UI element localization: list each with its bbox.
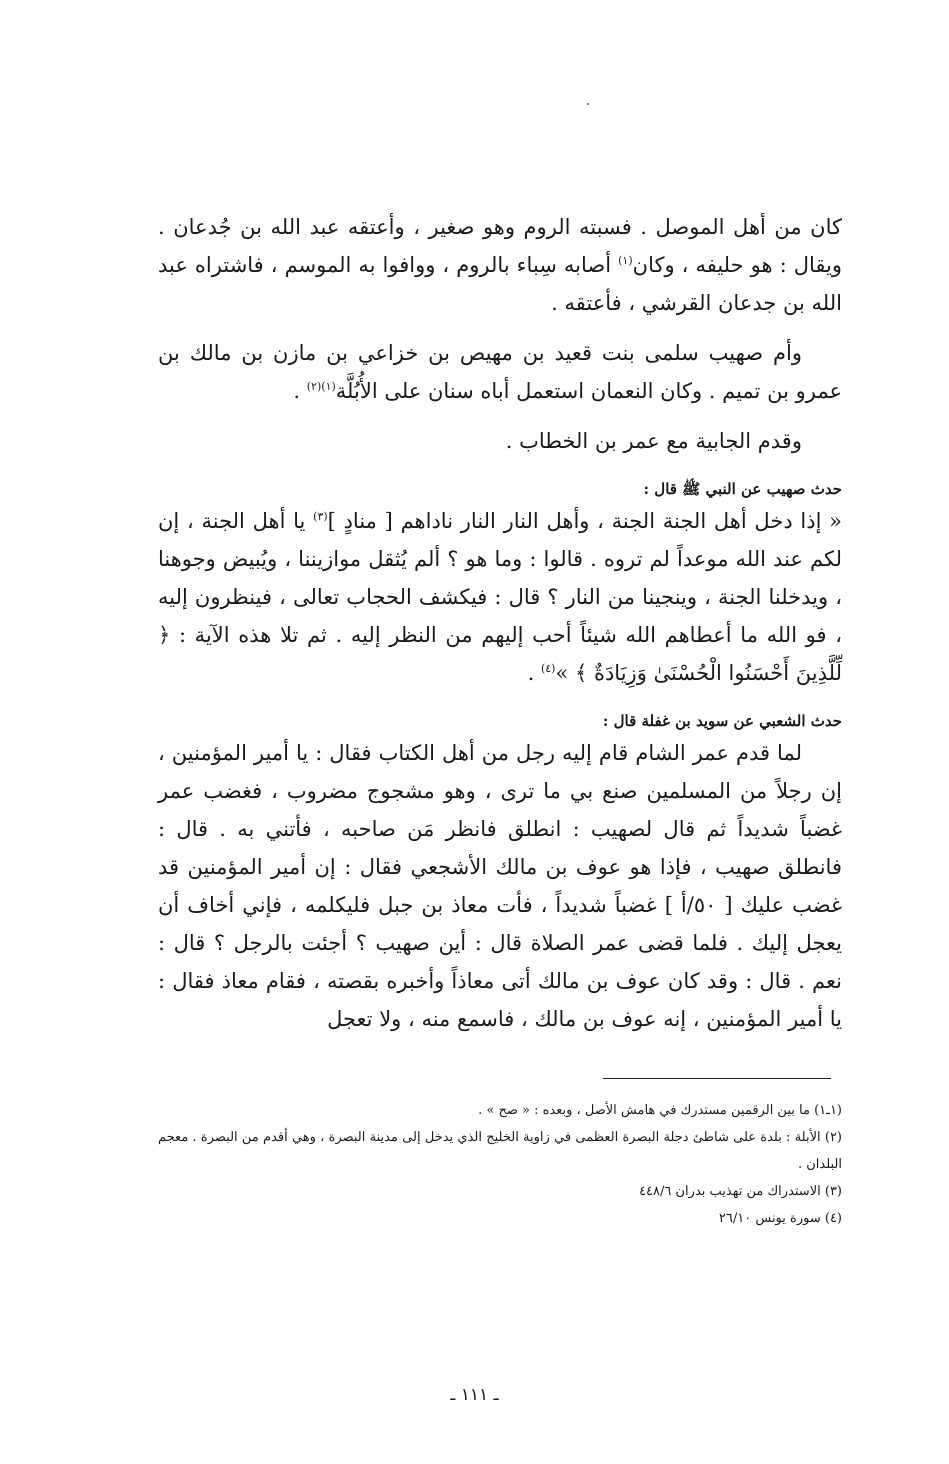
footnote-ref-4: (٤) [540, 662, 556, 675]
footnote-4: (٤) سورة يونس ٢٦/١٠ [718, 1211, 842, 1226]
footnote-ref-1: (١) [618, 254, 633, 267]
footnote-separator [603, 1078, 831, 1079]
hadith-text [158, 502, 842, 692]
paragraph-origin-part2: أصابه سِباء بالروم ، ووافوا به الموسم ، فاشتراه عبد الله بن جدعان القرشي ، فأعتقه . [158, 253, 842, 315]
hadith-part1: « إذا دخل أهل الجنة الجنة ، وأهل النار النار ناداهم [ منادٍ ] [327, 509, 842, 533]
footnote-1: (١ـ١) ما بين الرقمين مستدرك في هامش الأصل ، وبعده : « صح » . [478, 1103, 842, 1118]
narration-text: لما قدم عمر الشام قام إليه رجل من أهل الكتاب فقال : يا أمير المؤمنين ، إن رجلاً من المسلمين صنع بي ما ترى ، وهو مشجوج مضروب ، فغضب عمر غضباً شديداً ثم قال لصهيب : انطلق فانظر مَن صاحبه ، فأتني به . قال : فانطلق صهيب ، فإذا هو عوف بن مالك الأشجعي فقال : إن أمير المؤمنين قد غضب عليك [ ٥٠/أ ] غضباً شديداً ، فأت معاذ بن جبل فليكلمه ، فإني أخاف أن يعجل إليك . فلما قضى عمر الصلاة قال : أين صهيب ؟ أجئت بالرجل ؟ قال : نعم . قال : وقد كان عوف بن مالك أتى معاذاً وأخبره بقصته ، فقام معاذ فقال : يا أمير المؤمنين ، إنه عوف بن مالك ، فاسمع منه ، ولا تعجل [158, 741, 842, 1031]
heading-suhayb-narration: حدث صهيب عن النبي ﷺ قال : [643, 480, 842, 498]
page-number: ـ ١١١ ـ [450, 1385, 499, 1405]
paragraph-origin [158, 208, 842, 322]
hadith-end: . [527, 661, 541, 685]
paragraph-mother-end: . [293, 379, 307, 403]
stray-dot [587, 103, 589, 105]
footnote-ref-2: (١)(٢) [306, 380, 336, 393]
main-text [158, 208, 842, 1038]
footnote-ref-3: (٣) [313, 510, 328, 523]
paragraph-origin-part1: كان من أهل الموصل . فسبته الروم وهو صغير ، وأعتقه عبد الله بن جُدعان . ويقال : هو حليفه ، وكان [158, 215, 842, 277]
paragraph-mother [158, 334, 842, 410]
footnote-2: (٢) الأبلة : بلدة على شاطئ دجلة البصرة العظمى في زاوية الخليج الذي يدخل إلى مدينة البصرة ، وهي أقدم من البصرة . معجم البلدان . [158, 1130, 842, 1172]
footnotes [158, 1097, 842, 1232]
paragraph-jabiya: وقدم الجابية مع عمر بن الخطاب . [505, 429, 802, 453]
footnote-3: (٣) الاستدراك من تهذيب بدران ٤٤٨/٦ [639, 1184, 842, 1199]
paragraph-mother-text: وأم صهيب سلمى بنت قعيد بن مهيص بن خزاعي بن مازن بن مالك بن عمرو بن تميم . وكان النعمان استعمل أباه سنان على الأُبُلَّة [158, 341, 842, 403]
heading-shabi-narration: حدث الشعبي عن سويد بن غفلة قال : [602, 712, 842, 730]
hadith-part2: يا أهل الجنة ، إن لكم عند الله موعداً لم تروه . قالوا : وما هو ؟ ألم يُثقل موازيننا ، ويُبيض وجوهنا ، ويدخلنا الجنة ، وينجينا من النار ؟ قال : فيكشف الحجاب تعالى ، فينظرون إليه ، فو الله ما أعطاهم الله شيئاً أحب إليهم من النظر إليه . ثم تلا هذه الآية : ﴿ لِّلَّذِينَ أَحْسَنُوا الْحُسْنَىٰ وَزِيَادَةٌ ﴾ » [158, 509, 842, 685]
